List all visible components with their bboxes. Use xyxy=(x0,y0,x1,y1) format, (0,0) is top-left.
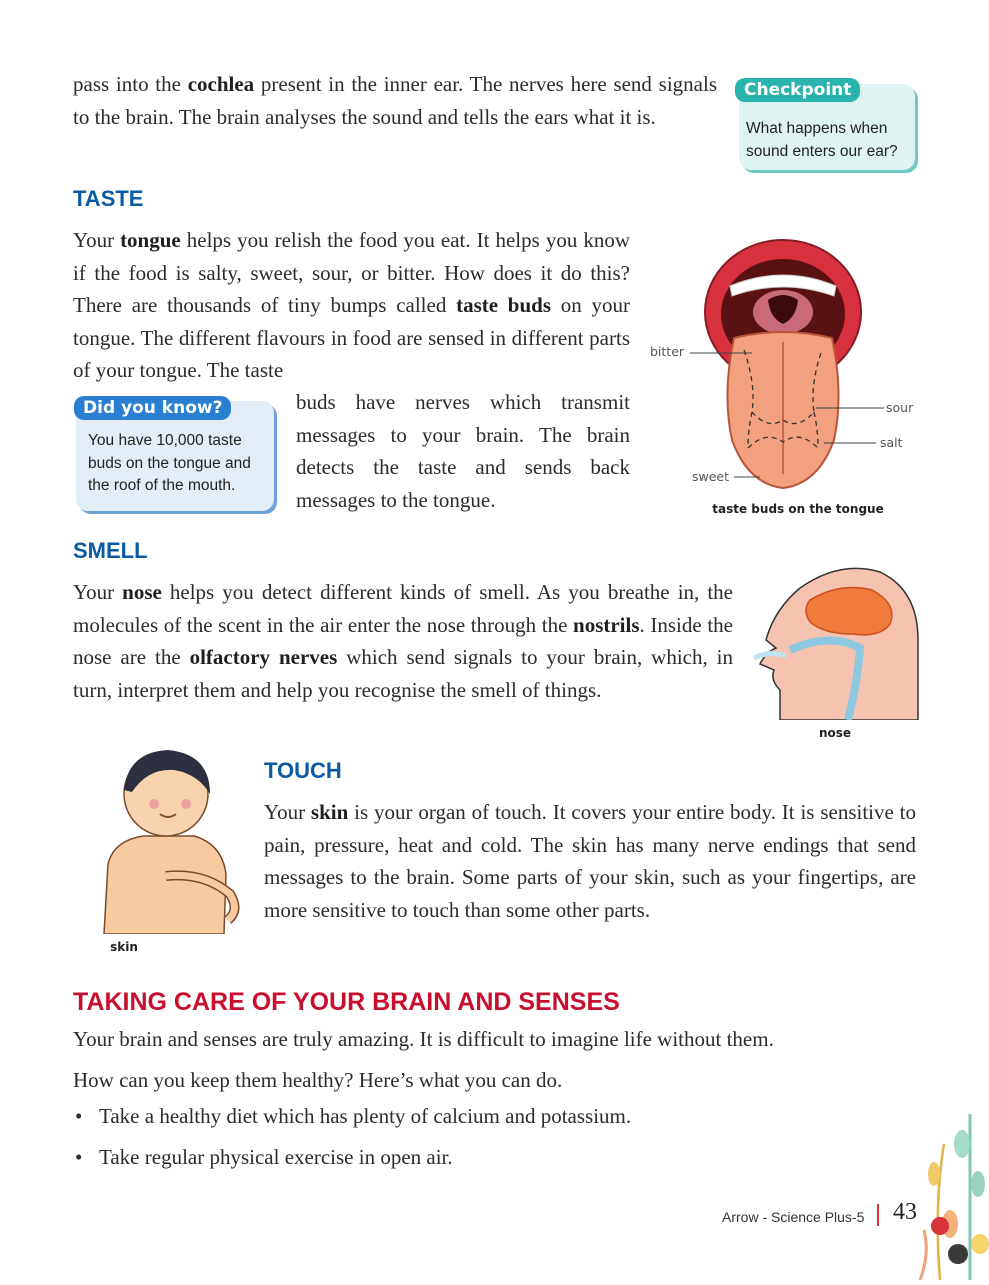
nose-illustration xyxy=(740,560,920,720)
boy-illustration xyxy=(74,744,250,934)
nose-caption: nose xyxy=(818,726,852,740)
floral-decoration xyxy=(910,1104,989,1280)
floral-decoration-icon xyxy=(910,1104,989,1280)
taste-heading: TASTE xyxy=(73,186,144,211)
footer-divider xyxy=(877,1204,879,1226)
footer-book-title: Arrow - Science Plus-5 xyxy=(722,1209,865,1225)
care-bullet-item: • Take a healthy diet which has plenty of calcium and potassium. xyxy=(73,1100,893,1132)
touch-heading: TOUCH xyxy=(264,758,342,783)
checkpoint-text: What happens when sound enters our ear? xyxy=(746,120,898,160)
checkpoint-label: Checkpoint xyxy=(735,78,860,102)
tongue-caption: taste buds on the tongue xyxy=(712,502,884,516)
care-bullet-list xyxy=(73,1100,893,1173)
label-bitter: bitter xyxy=(650,344,685,359)
did-you-know-box xyxy=(74,399,278,515)
page-number: 43 xyxy=(893,1199,917,1225)
care-line-2: How can you keep them healthy? Here’s what you can do. xyxy=(73,1068,563,1092)
care-line-1: Your brain and senses are truly amazing. It is difficult to imagine life without them. xyxy=(73,1027,774,1051)
did-you-know-label: Did you know? xyxy=(74,396,231,420)
care-heading: TAKING CARE OF YOUR BRAIN AND SENSES xyxy=(73,988,620,1016)
nose-diagram xyxy=(740,560,920,744)
smell-paragraph: Your nose helps you detect different kinds of smell. As you breathe in, the molecules of the scent in the air enter the nose through the nostrils. Inside the nose are the olfactory nerves which send signals to your brain, which, in turn, interpret them and help you recognise the smell of things. xyxy=(73,580,734,702)
did-you-know-text: You have 10,000 taste buds on the tongue and the roof of the mouth. xyxy=(88,432,251,494)
care-bullet-item: • Take regular physical exercise in open air. xyxy=(73,1141,893,1173)
smell-heading: SMELL xyxy=(73,538,148,563)
label-salt: salt xyxy=(880,435,903,450)
taste-paragraph-continued: buds have nerves which transmit messages to your brain. The brain detects the taste and sends back messages to the tongue. xyxy=(296,390,630,512)
checkpoint-box xyxy=(735,80,919,174)
hearing-paragraph: pass into the cochlea present in the inner ear. The nerves here send signals to the brain. The brain analyses the sound and tells the ears what it is. xyxy=(73,72,717,129)
touch-paragraph: Your skin is your organ of touch. It covers your entire body. It is sensitive to pain, pressure, heat and cold. The skin has many nerve endings that send messages to the brain. Some parts of your skin, such as your fingertips, are more sensitive to touch than some other parts. xyxy=(264,800,917,922)
label-sweet: sweet xyxy=(692,469,730,484)
label-sour: sour xyxy=(886,400,914,415)
taste-paragraph: Your tongue helps you relish the food you eat. It helps you know if the food is salty, sweet, sour, or bitter. How does it do this? There are thousands of tiny bumps called taste buds on your tongue. The different flavours in food are sensed in different parts of your tongue. The taste xyxy=(73,228,630,382)
skin-caption: skin xyxy=(110,940,138,954)
tongue-illustration xyxy=(648,234,918,520)
skin-illustration-box xyxy=(74,744,250,956)
tongue-diagram xyxy=(648,234,918,520)
